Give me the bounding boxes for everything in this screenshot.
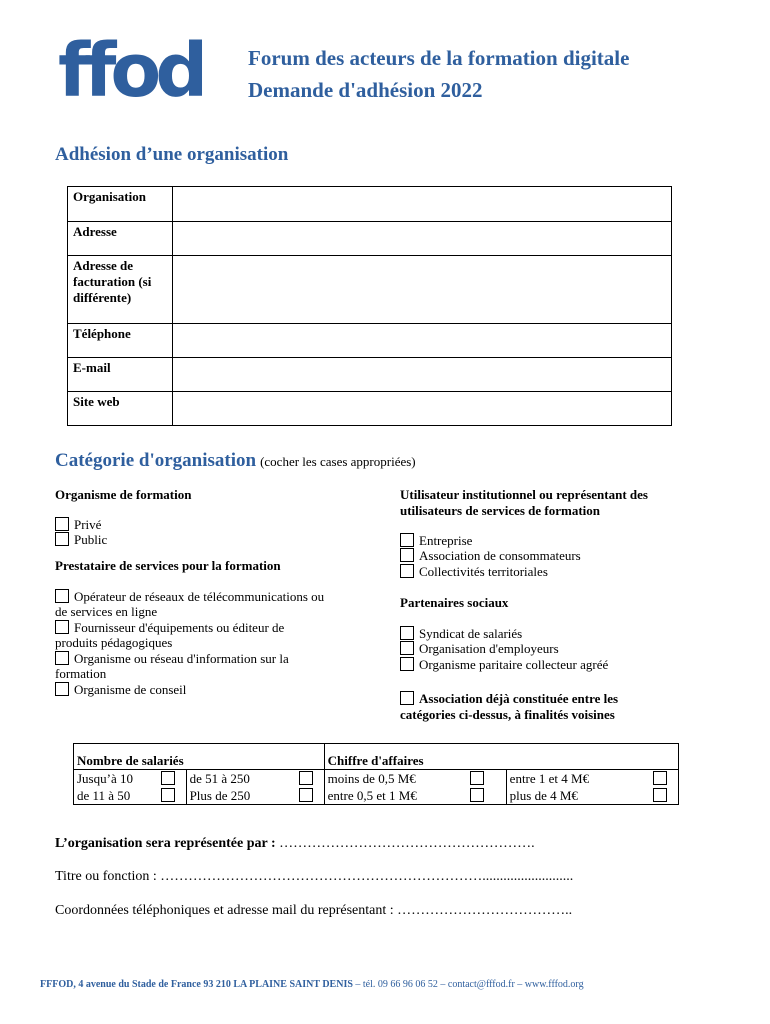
footer-tel: – tél. 09 66 96 06 52 – xyxy=(352,979,448,990)
cell-jusqua-10: Jusqu’à 10 xyxy=(74,770,158,788)
checkbox-plus-4[interactable] xyxy=(653,788,667,802)
fournisseur-cont: produits pédagogiques xyxy=(55,635,173,650)
cell-11-50: de 11 à 50 xyxy=(74,787,158,805)
checkbox-syndicat[interactable]: Syndicat de salariés xyxy=(400,626,522,642)
prestataire-title: Prestataire de services pour la formation xyxy=(55,558,281,573)
adhesion-heading: Adhésion d’une organisation xyxy=(55,144,289,165)
partenaires-title: Partenaires sociaux xyxy=(400,595,509,610)
cell-entre-1-4: entre 1 et 4 M€ xyxy=(506,770,650,788)
checkbox-box[interactable] xyxy=(55,589,69,603)
checkbox-public[interactable]: Public xyxy=(55,532,107,548)
checkbox-box[interactable] xyxy=(400,626,414,640)
checkbox-box[interactable] xyxy=(55,620,69,634)
checkbox-entreprise[interactable]: Entreprise xyxy=(400,533,472,549)
utilisateur-title-a: Utilisateur institutionnel ou représentant des xyxy=(400,487,648,502)
checkbox-moins-05[interactable] xyxy=(470,771,484,785)
label-email: E-mail xyxy=(68,358,173,392)
categorie-hint: (cocher les cases appropriées) xyxy=(260,454,416,469)
cell-plus-250: Plus de 250 xyxy=(186,787,296,805)
footer xyxy=(40,979,584,990)
label-site-web: Site web xyxy=(68,392,173,426)
categorie-heading-row xyxy=(55,450,416,472)
salaries-header: Nombre de salariés xyxy=(74,744,325,770)
checkbox-jusqua-10[interactable] xyxy=(161,771,175,785)
checkbox-box[interactable] xyxy=(400,533,414,547)
checkbox-conseil[interactable]: Organisme de conseil xyxy=(55,682,186,698)
checkbox-entre-05-1[interactable] xyxy=(470,788,484,802)
salaries-ca-table xyxy=(73,743,679,805)
page-title: Forum des acteurs de la formation digitale xyxy=(248,46,630,70)
organisme-reseau-cont: formation xyxy=(55,666,107,681)
footer-site: – www.fffod.org xyxy=(514,979,584,990)
checkbox-box[interactable] xyxy=(400,548,414,562)
checkbox-organisme-reseau[interactable]: Organisme ou réseau d'information sur la xyxy=(55,651,289,667)
checkbox-prive[interactable]: Privé xyxy=(55,517,101,533)
adresse-input[interactable] xyxy=(173,222,672,256)
telephone-input[interactable] xyxy=(173,324,672,358)
logo-text: ffod xyxy=(58,34,203,104)
checkbox-entre-1-4[interactable] xyxy=(653,771,667,785)
checkbox-box[interactable] xyxy=(55,651,69,665)
titre-fonction-line[interactable] xyxy=(55,869,573,885)
page-subtitle: Demande d'adhésion 2022 xyxy=(248,78,483,102)
checkbox-box[interactable] xyxy=(55,517,69,531)
footer-address: FFFOD, 4 avenue du Stade de France 93 210 LA PLAINE SAINT DENIS xyxy=(40,979,353,990)
coordonnees-line[interactable] xyxy=(55,903,572,919)
representant-line[interactable] xyxy=(55,836,535,852)
utilisateur-title-b: utilisateurs de services de formation xyxy=(400,503,601,518)
label-adresse: Adresse xyxy=(68,222,173,256)
checkbox-box[interactable] xyxy=(55,532,69,546)
checkbox-collectivites[interactable]: Collectivités territoriales xyxy=(400,564,548,580)
checkbox-box[interactable] xyxy=(400,641,414,655)
coordonnees-dots: ……………………………….. xyxy=(397,903,573,918)
coordonnees-label: Coordonnées téléphoniques et adresse mail du représentant : xyxy=(55,903,394,918)
categorie-heading: Catégorie d'organisation xyxy=(55,450,257,471)
representant-label: L’organisation sera représentée par : xyxy=(55,836,276,851)
fffod-logo xyxy=(58,34,226,104)
checkbox-organisme-paritaire[interactable]: Organisme paritaire collecteur agréé xyxy=(400,657,608,673)
cell-moins-05: moins de 0,5 M€ xyxy=(324,770,466,788)
checkbox-plus-250[interactable] xyxy=(299,788,313,802)
organisme-formation-title: Organisme de formation xyxy=(55,487,192,502)
checkbox-51-250[interactable] xyxy=(299,771,313,785)
association-constituee-cont: catégories ci-dessus, à finalités voisines xyxy=(400,707,615,722)
representant-dots: ………………………………………………. xyxy=(279,836,535,851)
adresse-facturation-input[interactable] xyxy=(173,256,672,324)
organisation-input[interactable] xyxy=(173,187,672,222)
cell-entre-05-1: entre 0,5 et 1 M€ xyxy=(324,787,466,805)
checkbox-11-50[interactable] xyxy=(161,788,175,802)
footer-email-link[interactable]: contact@fffod.fr xyxy=(447,979,515,990)
site-web-input[interactable] xyxy=(173,392,672,426)
titre-fonction-label: Titre ou fonction : xyxy=(55,869,157,884)
checkbox-organisation-employeurs[interactable]: Organisation d'employeurs xyxy=(400,641,559,657)
email-input[interactable] xyxy=(173,358,672,392)
checkbox-box[interactable] xyxy=(400,564,414,578)
titre-fonction-dots: …………………………………………………………….......................... xyxy=(160,869,574,884)
checkbox-fournisseur[interactable]: Fournisseur d'équipements ou éditeur de xyxy=(55,620,284,636)
checkbox-box[interactable] xyxy=(400,657,414,671)
cell-plus-4: plus de 4 M€ xyxy=(506,787,650,805)
checkbox-box[interactable] xyxy=(55,682,69,696)
organisation-table xyxy=(67,186,672,426)
checkbox-operateur[interactable]: Opérateur de réseaux de télécommunications ou xyxy=(55,589,324,605)
checkbox-association-consommateurs[interactable]: Association de consommateurs xyxy=(400,548,581,564)
cell-51-250: de 51 à 250 xyxy=(186,770,296,788)
label-organisation: Organisation xyxy=(68,187,173,222)
checkbox-association-constituee[interactable]: Association déjà constituée entre les xyxy=(400,691,618,707)
checkbox-box[interactable] xyxy=(400,691,414,705)
operateur-cont: de services en ligne xyxy=(55,604,158,619)
label-telephone: Téléphone xyxy=(68,324,173,358)
ca-header: Chiffre d'affaires xyxy=(324,744,678,770)
label-adresse-facturation: Adresse de facturation (si différente) xyxy=(68,256,173,324)
